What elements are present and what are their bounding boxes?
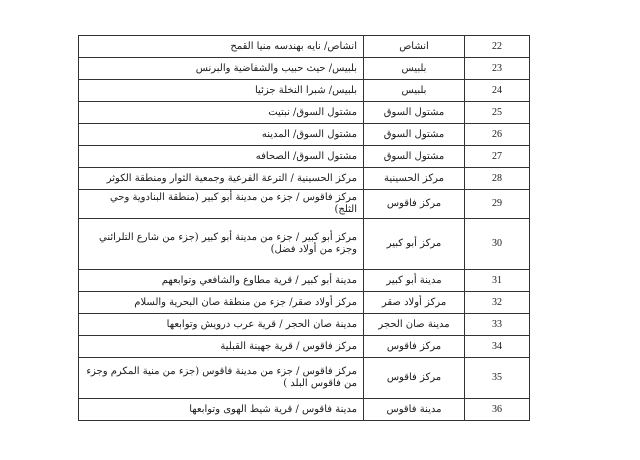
- table-row: [79, 80, 530, 102]
- row-number: 35: [465, 358, 530, 399]
- table-row: [79, 124, 530, 146]
- administration-cell: مشتول السوق: [364, 146, 465, 168]
- administration-cell: مركز الحسينية: [364, 168, 465, 190]
- row-number: 22: [465, 36, 530, 58]
- table-body: [79, 36, 530, 421]
- area-cell: مركز فاقوس / جزء من مدينة أبو كبير (منطقة البنادوية وحي الثلج): [79, 190, 364, 219]
- row-number: 26: [465, 124, 530, 146]
- row-number: 23: [465, 58, 530, 80]
- administration-cell: مركز أولاد صقر: [364, 292, 465, 314]
- administration-cell: مركز فاقوس: [364, 358, 465, 399]
- area-cell: مدينة فاقوس / قرية شيط الهوى وتوابعها: [79, 399, 364, 421]
- administration-cell: بلبيس: [364, 80, 465, 102]
- row-number: 29: [465, 190, 530, 219]
- area-cell: مدينة أبو كبير / قرية مطاوع والشافعي وتوابعهم: [79, 270, 364, 292]
- area-cell: مدينة صان الحجر / قرية عرب درويش وتوابعها: [79, 314, 364, 336]
- outage-schedule-table: [78, 35, 530, 421]
- administration-cell: انشاص: [364, 36, 465, 58]
- table-row: [79, 58, 530, 80]
- administration-cell: مشتول السوق: [364, 102, 465, 124]
- table-row: [79, 270, 530, 292]
- administration-cell: مركز فاقوس: [364, 336, 465, 358]
- administration-cell: مدينة صان الحجر: [364, 314, 465, 336]
- row-number: 31: [465, 270, 530, 292]
- administration-cell: بلبيس: [364, 58, 465, 80]
- row-number: 30: [465, 219, 530, 270]
- area-cell: انشاص/ نايه بهندسه منيا القمح: [79, 36, 364, 58]
- table-row: [79, 399, 530, 421]
- area-cell: مركز فاقوس / جزء من مدينة فاقوس (جزء من منية المكرم وجزء من فاقوس البلد ): [79, 358, 364, 399]
- administration-cell: مركز فاقوس: [364, 190, 465, 219]
- table-row: [79, 146, 530, 168]
- administration-cell: مدينة فاقوس: [364, 399, 465, 421]
- row-number: 25: [465, 102, 530, 124]
- area-cell: مركز أولاد صقر/ جزء من منطقة صان البحرية والسلام: [79, 292, 364, 314]
- row-number: 33: [465, 314, 530, 336]
- table-row: [79, 168, 530, 190]
- area-cell: مشتول السوق/ المدينه: [79, 124, 364, 146]
- row-number: 36: [465, 399, 530, 421]
- table-row: [79, 102, 530, 124]
- row-number: 27: [465, 146, 530, 168]
- administration-cell: مركز أبو كبير: [364, 219, 465, 270]
- table-row: [79, 190, 530, 219]
- row-number: 32: [465, 292, 530, 314]
- area-cell: بلبيس/ حيث حبيب والشفاضية والبرنس: [79, 58, 364, 80]
- administration-cell: مشتول السوق: [364, 124, 465, 146]
- table-row: [79, 292, 530, 314]
- row-number: 34: [465, 336, 530, 358]
- table-row: [79, 314, 530, 336]
- area-cell: مشتول السوق/ الصحافه: [79, 146, 364, 168]
- area-cell: مركز أبو كبير / جزء من مدينة أبو كبير (جزء من شارع التلرائني وجزء من أولاد فضل): [79, 219, 364, 270]
- area-cell: مركز فاقوس / قرية جهينة القبلية: [79, 336, 364, 358]
- table-row: [79, 36, 530, 58]
- area-cell: مشتول السوق/ نبتيت: [79, 102, 364, 124]
- row-number: 28: [465, 168, 530, 190]
- area-cell: مركز الحسينية / الترعة الفرعية وجمعية الثوار ومنطقة الكوثر: [79, 168, 364, 190]
- administration-cell: مدينة أبو كبير: [364, 270, 465, 292]
- table-row: [79, 358, 530, 399]
- area-cell: بلبيس/ شبرا النخلة جزئيا: [79, 80, 364, 102]
- row-number: 24: [465, 80, 530, 102]
- table-row: [79, 336, 530, 358]
- table-row: [79, 219, 530, 270]
